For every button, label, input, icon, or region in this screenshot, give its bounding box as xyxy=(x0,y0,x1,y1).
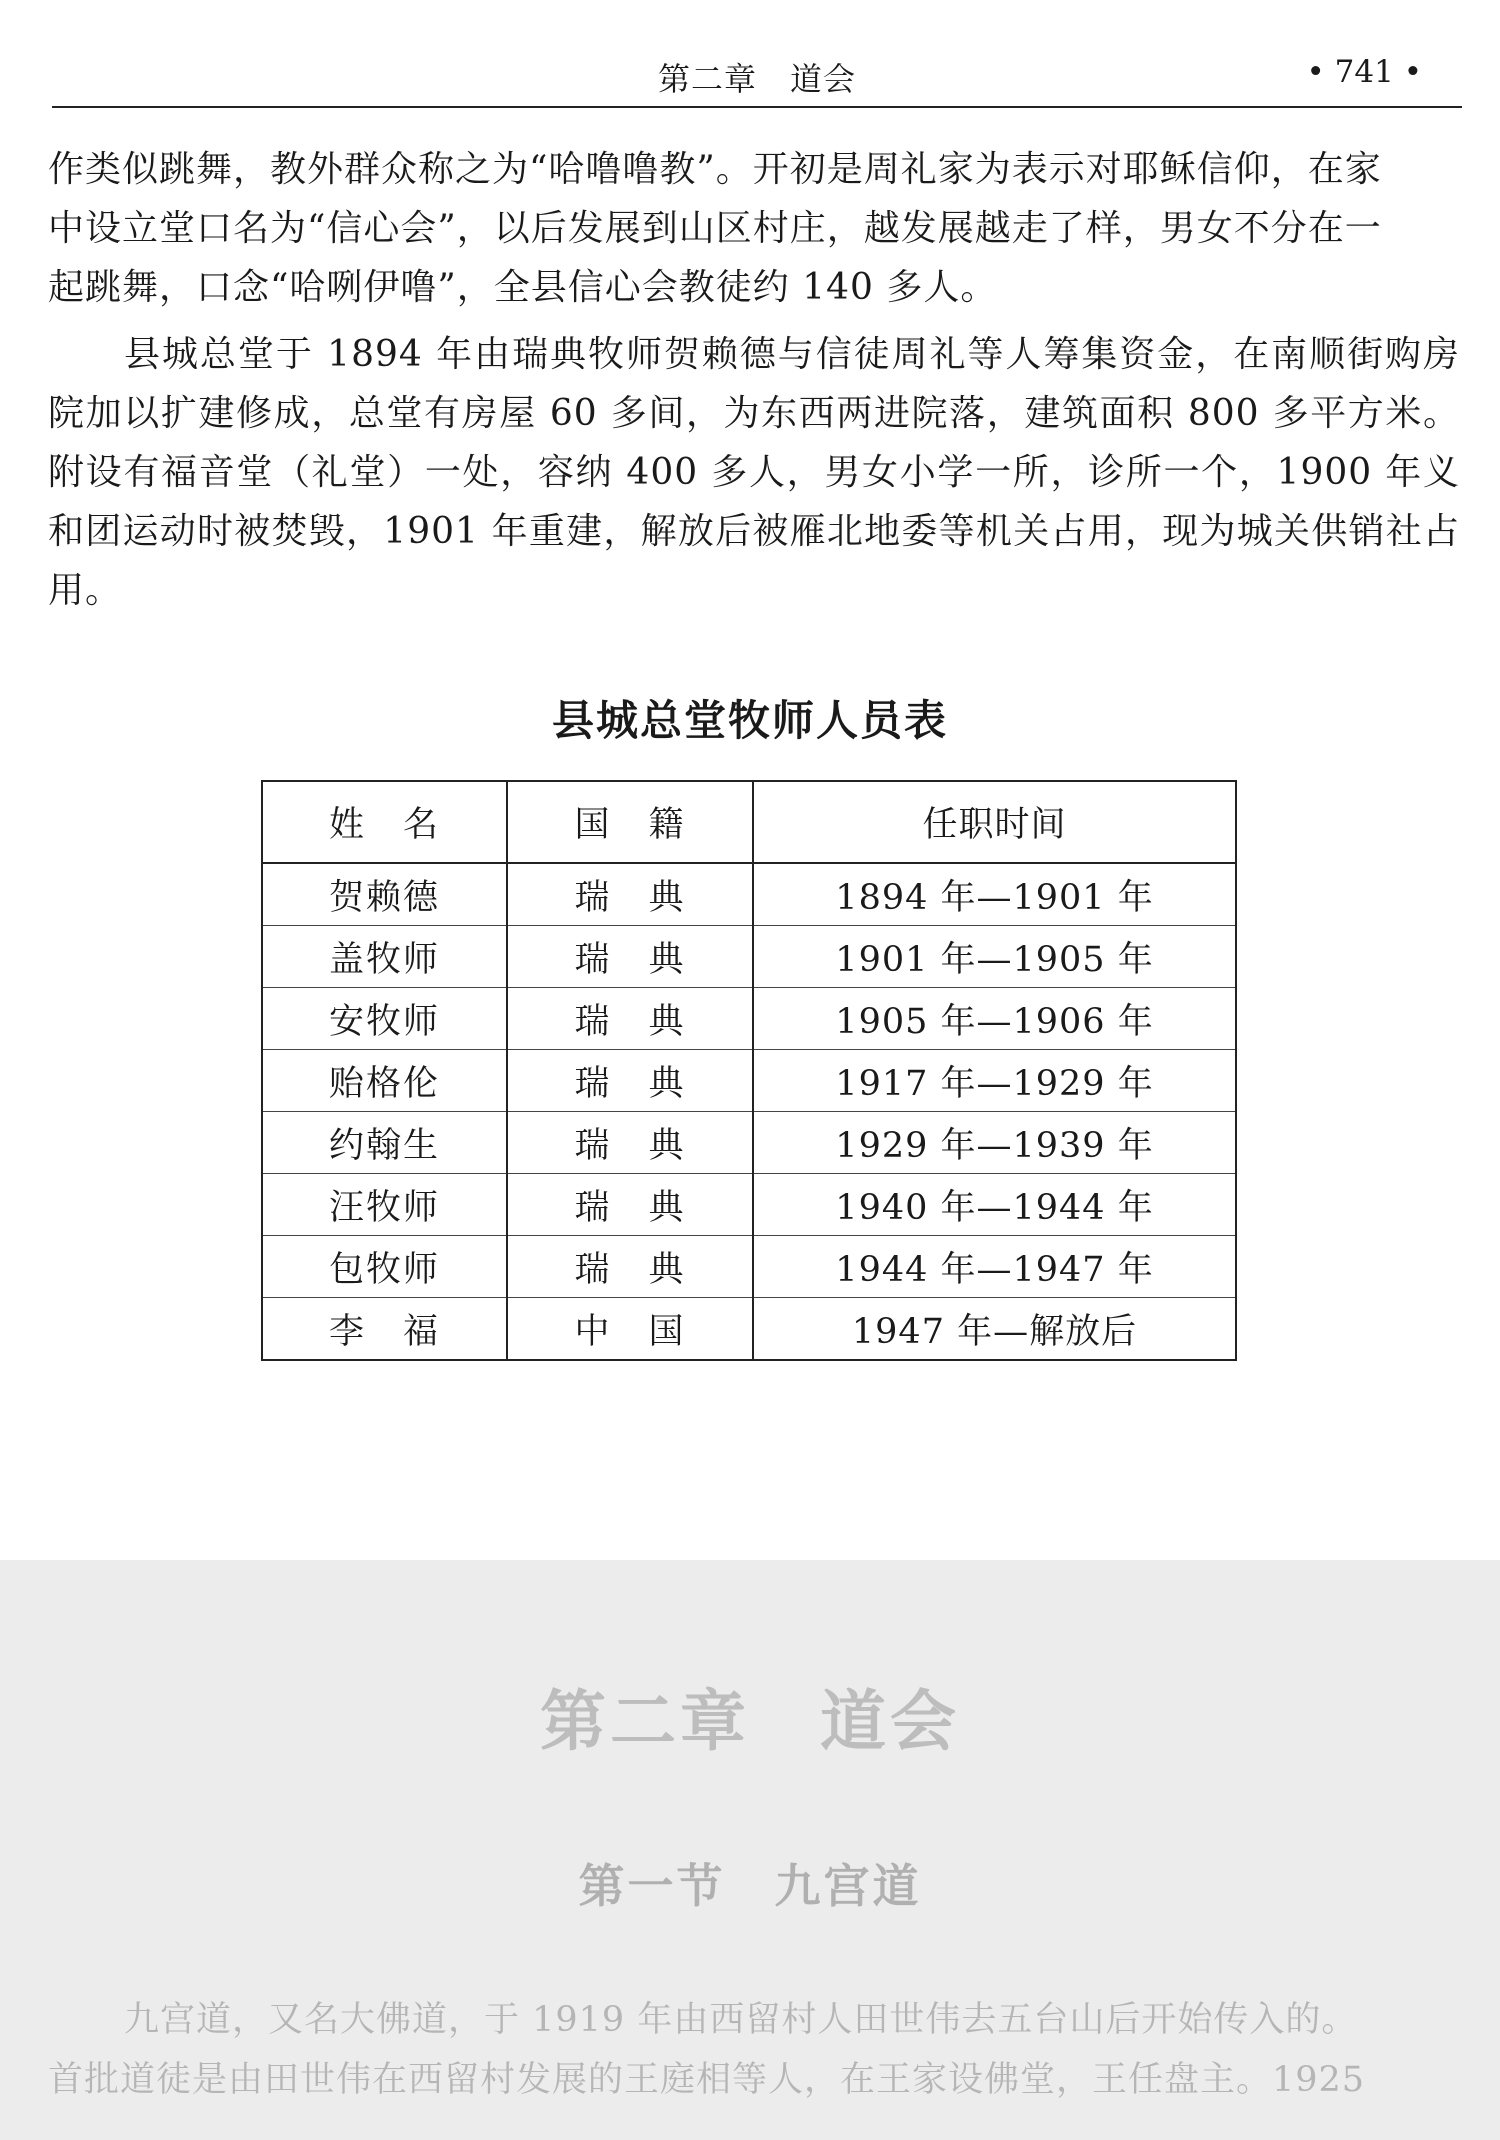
column-header-name: 姓 名 xyxy=(262,781,507,863)
cell-nationality: 瑞 典 xyxy=(507,1112,753,1174)
cell-nationality: 瑞 典 xyxy=(507,1174,753,1236)
paragraph-line: 起跳舞，口念“哈咧伊噜”，全县信心会教徒约 140 多人。 xyxy=(48,267,998,308)
next-chapter-text xyxy=(48,1990,1460,2110)
cell-name: 安牧师 xyxy=(262,988,507,1050)
cell-nationality: 瑞 典 xyxy=(507,1236,753,1298)
cell-name: 包牧师 xyxy=(262,1236,507,1298)
cell-name: 约翰生 xyxy=(262,1112,507,1174)
cell-term: 1929 年—1939 年 xyxy=(753,1112,1236,1174)
header-rule xyxy=(52,106,1462,108)
cell-term: 1901 年—1905 年 xyxy=(753,926,1236,988)
paragraph-line: 首批道徒是由田世伟在西留村发展的王庭相等人，在王家设佛堂，王任盘主。1925 xyxy=(48,2060,1366,2100)
body-text xyxy=(48,140,1460,620)
cell-term: 1947 年—解放后 xyxy=(753,1298,1236,1361)
cell-term: 1940 年—1944 年 xyxy=(753,1174,1236,1236)
paragraph-line: 九宫道，又名大佛道，于 1919 年由西留村人田世伟去五台山后开始传入的。 xyxy=(124,2000,1358,2040)
table-row xyxy=(262,1298,1236,1361)
chapter-heading: 第二章 道会 xyxy=(540,1683,960,1760)
table-header-row xyxy=(262,781,1236,863)
cell-term: 1905 年—1906 年 xyxy=(753,988,1236,1050)
cell-nationality: 瑞 典 xyxy=(507,863,753,926)
cell-nationality: 瑞 典 xyxy=(507,1050,753,1112)
cell-name: 贺赖德 xyxy=(262,863,507,926)
paragraph-headquarters: 县城总堂于 1894 年由瑞典牧师贺赖德与信徒周礼等人筹集资金，在南顺街购房院加以扩建修成，总堂有房屋 60 多间，为东西两进院落，建筑面积 800 多平方米。附设有福音堂（礼堂）一处，容纳 400 多人，男女小学一所，诊所一个，1900 年义和团运动时被焚毁，1901 年重建，解放后被雁北地委等机关占用，现为城关供销社占用。 xyxy=(48,334,1460,611)
cell-nationality: 瑞 典 xyxy=(507,926,753,988)
table-row xyxy=(262,1112,1236,1174)
cell-nationality: 瑞 典 xyxy=(507,988,753,1050)
table-row xyxy=(262,926,1236,988)
cell-name: 贻格伦 xyxy=(262,1050,507,1112)
cell-name: 汪牧师 xyxy=(262,1174,507,1236)
section-heading: 第一节 九宫道 xyxy=(578,1859,922,1913)
page-header xyxy=(52,48,1462,108)
pastor-staff-table xyxy=(261,780,1237,1361)
column-header-nationality: 国 籍 xyxy=(507,781,753,863)
paragraph-line: 中设立堂口名为“信心会”，以后发展到山区村庄，越发展越走了样，男女不分在一 xyxy=(48,208,1382,249)
cell-name: 盖牧师 xyxy=(262,926,507,988)
cell-term: 1894 年—1901 年 xyxy=(753,863,1236,926)
cell-term: 1944 年—1947 年 xyxy=(753,1236,1236,1298)
column-header-term: 任职时间 xyxy=(753,781,1236,863)
table-row xyxy=(262,1174,1236,1236)
table-row xyxy=(262,1236,1236,1298)
cell-nationality: 中 国 xyxy=(507,1298,753,1361)
header-title: 第二章 道会 xyxy=(657,60,856,98)
table-row xyxy=(262,863,1236,926)
page-number: • 741 • xyxy=(1306,54,1422,90)
table-title: 县城总堂牧师人员表 xyxy=(551,696,948,745)
paragraph-line: 作类似跳舞，教外群众称之为“哈噜噜教”。开初是周礼家为表示对耶稣信仰，在家 xyxy=(48,149,1382,190)
cell-name: 李 福 xyxy=(262,1298,507,1361)
table-row xyxy=(262,988,1236,1050)
table-row xyxy=(262,1050,1236,1112)
cell-term: 1917 年—1929 年 xyxy=(753,1050,1236,1112)
